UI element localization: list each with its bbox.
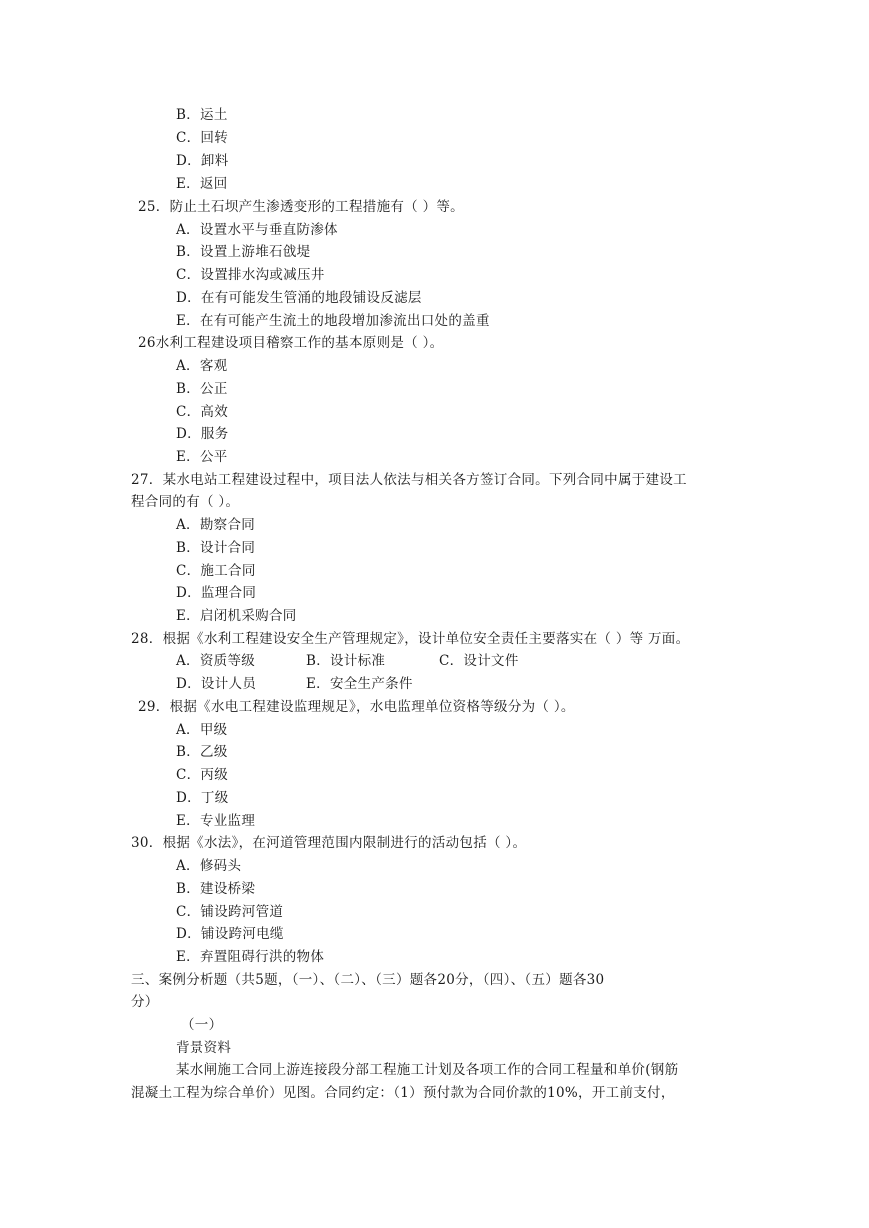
q29-option-e: E．专业监理 [176, 813, 256, 829]
case-number: （一） [181, 1017, 223, 1033]
q24-option-c: C．回转 [176, 130, 229, 146]
q28-option-e: E．安全生产条件 [306, 676, 413, 692]
q29-option-b: B．乙级 [176, 744, 228, 760]
q24-option-e: E．返回 [176, 176, 228, 192]
section3-heading-line2: 分） [131, 994, 159, 1010]
q25-stem: 25．防止土石坝产生渗透变形的工程措施有（ ）等。 [138, 199, 464, 215]
q27-option-c: C．施工合同 [176, 563, 256, 579]
q26-stem: 26水利工程建设项目稽察工作的基本原则是（ ）。 [138, 335, 444, 351]
q27-option-b: B．设计合同 [176, 540, 256, 556]
background-label: 背景资料 [176, 1040, 232, 1056]
q30-stem: 30．根据《水法》，在河道管理范围内限制进行的活动包括（ ）。 [131, 835, 527, 851]
q28-option-c: C．设计文件 [439, 653, 519, 669]
q25-option-c: C．设置排水沟或减压井 [176, 267, 325, 283]
q30-option-a: A．修码头 [176, 858, 242, 874]
q29-option-c: C．丙级 [176, 767, 229, 783]
case-paragraph-line1: 某水闸施工合同上游连接段分部工程施工计划及各项工作的合同工程量和单价(钢筋 [176, 1062, 679, 1078]
q30-option-c: C．铺设跨河管道 [176, 904, 284, 920]
q29-option-a: A．甲级 [176, 722, 228, 738]
q25-option-b: B．设置上游堆石戗堤 [176, 244, 311, 260]
q28-stem: 28．根据《水利工程建设安全生产管理规定》，设计单位安全责任主要落实在（ ）等 万面。 [131, 631, 690, 647]
q26-option-c: C．高效 [176, 404, 229, 420]
q28-options-row1 [176, 651, 519, 671]
q30-option-d: D．铺设跨河电缆 [176, 926, 284, 942]
q28-option-b: B．设计标准 [306, 653, 386, 669]
q26-option-d: D．服务 [176, 426, 229, 442]
q30-option-e: E．弃置阻碍行洪的物体 [176, 949, 325, 965]
q28-option-d: D．设计人员 [176, 676, 257, 692]
q30-option-b: B．建设桥梁 [176, 881, 256, 897]
q27-option-a: A．勘察合同 [176, 517, 256, 533]
section3-heading-line1: 三、案例分析题（共5题，（一）、（二）、（三）题各20分，（四）、（五）题各30 [131, 972, 605, 988]
case-paragraph-line2: 混凝土工程为综合单价）见图。合同约定：（1）预付款为合同价款的10%，开工前支付， [131, 1085, 675, 1101]
q24-option-d: D．卸料 [176, 153, 229, 169]
q26-option-a: A．客观 [176, 358, 228, 374]
q27-stem-line2: 程合同的有（ ）。 [131, 494, 240, 510]
q27-option-d: D．监理合同 [176, 585, 257, 601]
q25-option-a: A．设置水平与垂直防渗体 [176, 222, 338, 238]
q25-option-d: D．在有可能发生管涌的地段铺设反滤层 [176, 290, 422, 306]
q26-option-b: B．公正 [176, 381, 228, 397]
q29-option-d: D．丁级 [176, 790, 229, 806]
q27-option-e: E．启闭机采购合同 [176, 608, 297, 624]
q26-option-e: E．公平 [176, 449, 228, 465]
q24-option-b: B．运土 [176, 107, 228, 123]
q28-options-row2 [176, 674, 413, 694]
q29-stem: 29．根据《水电工程建设监理规足》，水电监理单位资格等级分为（ ）。 [138, 699, 575, 715]
q28-option-a: A．资质等级 [176, 653, 256, 669]
q27-stem-line1: 27．某水电站工程建设过程中，项目法人依法与相关各方签订合同。下列合同中属于建设工 [131, 472, 687, 488]
q25-option-e: E．在有可能产生流土的地段增加渗流出口处的盖重 [176, 313, 490, 329]
